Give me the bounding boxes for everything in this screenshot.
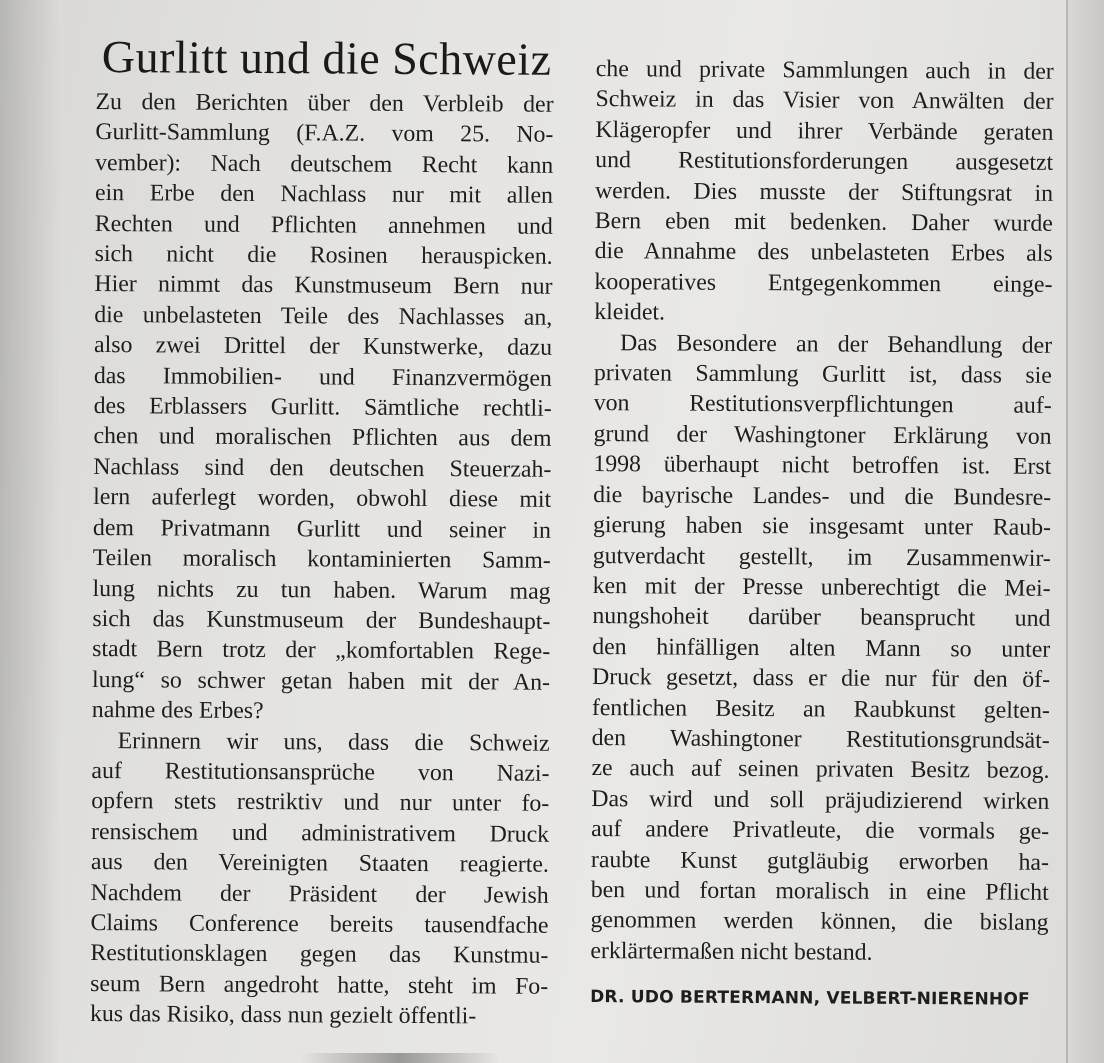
text-line: seum Bern angedroht hatte, steht im Fo- xyxy=(90,970,549,1000)
text-line: lern auferlegt worden, obwohl diese mit xyxy=(93,484,552,514)
text-line: Nachdem der Präsident der Jewish xyxy=(90,879,549,909)
text-line: Nachlass sind den deutschen Steuerzah- xyxy=(93,453,552,483)
text-line: von Restitutionsverpflichtungen auf- xyxy=(593,390,1052,420)
text-line: das Immobilien- und Finanzvermögen xyxy=(93,362,552,392)
right-column xyxy=(590,54,1054,1035)
text-line: Rechten und Pflichten annehmen und xyxy=(94,210,553,240)
text-line: Zu den Berichten über den Verbleib der xyxy=(95,88,554,118)
text-line: opfern stets restriktiv und nur unter fo- xyxy=(91,788,550,818)
byline: DR. UDO BERTERMANN, VELBERT-NIERENHOF xyxy=(590,987,1030,1010)
page-edge xyxy=(1066,0,1104,1063)
text-line: Das Besondere an der Behandlung der xyxy=(620,329,1053,359)
text-line: Bern eben mit bedenken. Daher wurde xyxy=(594,208,1053,237)
text-line: lung nichts zu tun haben. Warum mag xyxy=(92,575,551,605)
text-line: stadt Bern trotz der „komfortablen Rege- xyxy=(92,636,551,666)
text-line: des Erblassers Gurlitt. Sämtliche rechtli- xyxy=(93,393,552,422)
text-line: chen und moralischen Pflichten aus dem xyxy=(93,423,552,453)
page-shadow xyxy=(0,0,60,1063)
text-line: kus das Risiko, dass nun gezielt öffentli- xyxy=(89,1001,477,1030)
text-line: gutverdacht gestellt, im Zusammenwir- xyxy=(592,542,1051,572)
left-column xyxy=(90,87,554,1032)
article-headline: Gurlitt und die Schweiz xyxy=(101,31,552,85)
text-line: Teilen moralisch kontaminierten Samm- xyxy=(92,545,551,574)
text-line: che und private Sammlungen auch in der xyxy=(595,56,1054,85)
text-line: 1998 überhaupt nicht betroffen ist. Erst xyxy=(593,451,1052,481)
text-line: ben und fortan moralisch in eine Pflicht xyxy=(590,877,1049,906)
text-line: auf Restitutionsansprüche von Nazi- xyxy=(91,757,550,787)
text-line: Klägeropfer und ihrer Verbände geraten xyxy=(595,116,1054,146)
text-line: Hier nimmt das Kunstmuseum Bern nur xyxy=(94,271,553,301)
text-line: nungshoheit darüber beansprucht und xyxy=(592,603,1051,633)
text-line: ken mit der Presse unberechtigt die Mei- xyxy=(592,572,1051,602)
text-line: auf andere Privatleute, die vormals ge- xyxy=(591,816,1050,845)
text-line: Das wird und soll präjudizierend wirken xyxy=(591,785,1050,815)
text-line: Druck gesetzt, dass er die nur für den öf- xyxy=(591,664,1051,693)
letter-to-editor xyxy=(90,30,1066,1036)
text-line: Gurlitt-Sammlung (F.A.Z. vom 25. No- xyxy=(95,119,554,149)
text-line: also zwei Drittel der Kunstwerke, dazu xyxy=(93,332,553,362)
text-line: kooperatives Entgegenkommen einge- xyxy=(594,268,1053,298)
text-line: nahme des Erbes? xyxy=(91,697,264,725)
text-line: die bayrische Landes- und die Bundesre- xyxy=(593,481,1052,511)
text-line: den hinfälligen alten Mann so unter xyxy=(592,633,1051,663)
text-line: raubte Kunst gutgläubig erworben ha- xyxy=(590,846,1050,876)
text-line: kleidet. xyxy=(594,299,666,326)
text-line: erklärtermaßen nicht bestand. xyxy=(590,937,873,966)
text-line: Erinnern wir uns, dass die Schweiz xyxy=(117,727,550,757)
text-line: sich nicht die Rosinen herauspicken. xyxy=(94,241,553,270)
text-line: die Annahme des unbelasteten Erbes als xyxy=(594,238,1053,268)
text-line: ze auch auf seinen privaten Besitz bezog. xyxy=(591,755,1050,785)
text-line: aus den Vereinigten Staaten reagierte. xyxy=(90,849,549,878)
text-line: werden. Dies musste der Stiftungsrat in xyxy=(594,177,1054,207)
text-line: ein Erbe den Nachlass nur mit allen xyxy=(94,180,554,210)
text-line: sich das Kunstmuseum der Bundeshaupt- xyxy=(92,605,551,635)
text-line: genommen werden können, die bislang xyxy=(590,907,1049,937)
text-line: gierung haben sie insgesamt unter Raub- xyxy=(592,512,1052,541)
text-line: dem Privatmann Gurlitt und seiner in xyxy=(92,514,552,544)
text-line: fentlichen Besitz an Raubkunst gelten- xyxy=(591,694,1050,724)
text-line: den Washingtoner Restitutionsgrundsät- xyxy=(591,724,1050,754)
text-line: vember): Nach deutschem Recht kann xyxy=(95,149,554,179)
text-line: grund der Washingtoner Erklärung von xyxy=(593,420,1052,450)
text-line: Claims Conference bereits tausendfache xyxy=(90,909,549,939)
text-line: Restitutionsklagen gegen das Kunstmu- xyxy=(90,940,549,970)
text-line: die unbelasteten Teile des Nachlasses an, xyxy=(94,301,553,331)
text-line: Schweiz in das Visier von Anwälten der xyxy=(595,86,1054,116)
text-line: privaten Sammlung Gurlitt ist, dass sie xyxy=(593,360,1052,389)
text-line: lung“ so schwer getan haben mit der An- xyxy=(91,666,551,696)
next-article-fragment xyxy=(300,1053,500,1063)
text-line: und Restitutionsforderungen ausgesetzt xyxy=(595,147,1054,177)
text-line: rensischem und administrativem Druck xyxy=(91,818,550,848)
